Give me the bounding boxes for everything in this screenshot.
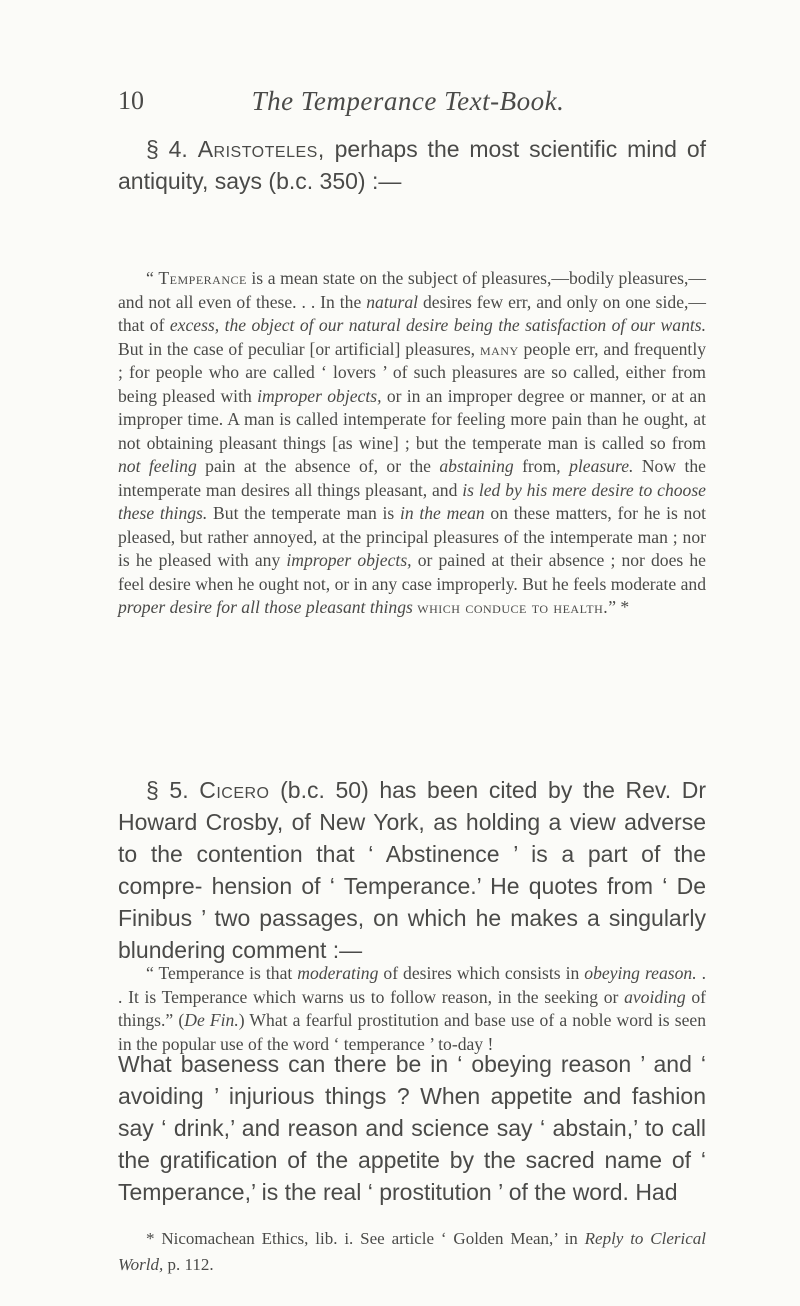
page-number: 10 bbox=[118, 86, 144, 115]
aristoteles-name: Aristoteles, bbox=[197, 136, 325, 162]
cicero-name: Cicero bbox=[199, 777, 270, 803]
running-title: The Temperance Text-Book. bbox=[251, 86, 565, 116]
closing-paragraph: What baseness can there be in ‘ obeying reason ’ and ‘ avoiding ’ injurious things ? When appetite and fashion say ‘ drink,’ and reason and science say ‘ abstain,’ to call the gratification of the appetite by the sacred name of ‘ Temperance,’ is the real ‘ prostitution ’ of the word. Had bbox=[118, 1051, 706, 1205]
page-header bbox=[118, 86, 698, 126]
aristotle-quote: “ Temperance is a mean state on the subject of pleasures,—bodily pleasures,—and not all even of these. . . In the natural desires few err, and only on one side,—that of excess, the object of our natural desire being the satisfaction of our wants. But in the case of peculiar [or artificial] pleasures, many people err, and frequently ; for people who are called ‘ lovers ’ of such pleasures are so called, either from being pleased with improper objects, or in an improper degree or manner, or at an improper time. A man is called intemperate for feeling more pain than he ought, at not obtaining pleasant things [as wine] ; but the temperate man is called so from not feeling pain at the absence of, or the abstaining from, pleasure. Now the intemperate man desires all things pleasant, and is led by his mere desire to choose these things. But the temperate man is in the mean on these matters, for he is not pleased, but rather annoyed, at the principal pleasures of the intemperate man ; nor is he pleased with any improper objects, or pained at their absence ; nor does he feel desire when he ought not, or in any case improperly. But he feels moderate and proper desire for all those pleasant things which conduce to health.” * bbox=[118, 268, 707, 617]
footnote: * Nicomachean Ethics, lib. i. See article ‘ Golden Mean,’ in Reply to Clerical World, p. 112. bbox=[118, 1229, 706, 1274]
section-4-mark: § 4. bbox=[146, 136, 188, 162]
section-5-paragraph bbox=[118, 774, 706, 966]
section-5-text: (b.c. 50) has been cited by the Rev. Dr Howard Crosby, of New York, as holding a view adverse to the contention that ‘ Abstinence ’ is a part of the compre- hension of ‘ Temperance.’ He quotes from ‘ De Finibus ’ two passages, on which he makes a singularly blundering comment :— bbox=[118, 777, 707, 963]
cicero-quote: “ Temperance is that moderating of desires which consists in obeying reason. . . It is Temperance which warns us to follow reason, in the seeking or avoiding of things.” (De Fin.) What a fearful prostitution and base use of a noble word is seen in the popular use of the word ‘ temperance ’ to-day ! bbox=[118, 963, 707, 1054]
section-4-text: perhaps the most scientific mind of antiquity, says (b.c. 350) :— bbox=[118, 136, 707, 194]
section-4-paragraph bbox=[118, 133, 706, 197]
section-5-mark: § 5. bbox=[146, 777, 189, 803]
